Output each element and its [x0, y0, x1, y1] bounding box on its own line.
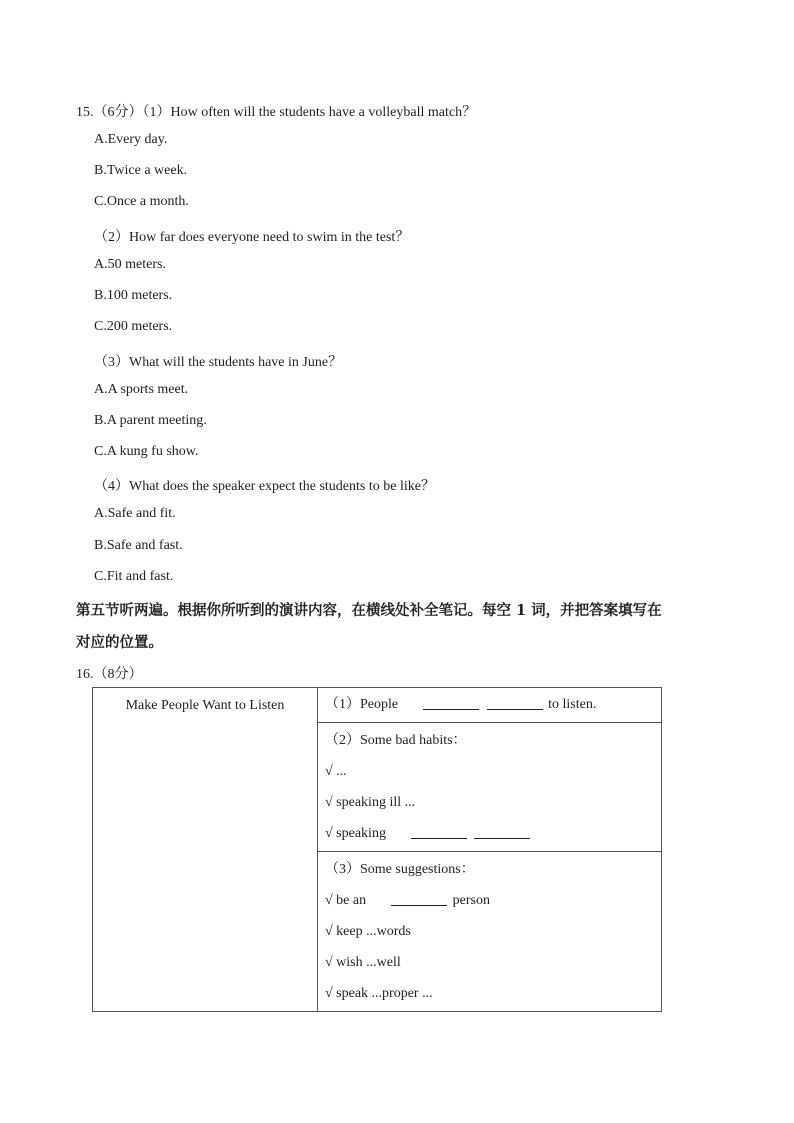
question-15-header: 15.（6分）（1）How often will the students have a volleyball match？ — [76, 105, 477, 120]
q15-option: C.Once a month. — [94, 194, 189, 209]
suggestion-item: √ wish ...well — [325, 955, 401, 970]
notes-row-1 — [318, 688, 662, 723]
notes-table — [92, 687, 662, 1012]
suggestion-item: √ keep ...words — [325, 924, 411, 939]
answer-blank-1[interactable] — [423, 708, 479, 710]
suggestion-item: √ speak ...proper ... — [325, 986, 433, 1001]
q15-option: B.Twice a week. — [94, 163, 188, 178]
q15-subquestion: （2）How far does everyone need to swim in the test？ — [94, 230, 410, 245]
q15-option: A.50 meters. — [94, 257, 166, 272]
q15-option: A.Every day. — [94, 132, 168, 147]
row1-suffix: to listen. — [548, 697, 597, 712]
suggestion-item-with-blank — [318, 885, 661, 916]
section5-instruction-line1: 第五节听两遍。根据你所听到的演讲内容，在横线处补全笔记。每空 1 词，并把答案填写在 — [76, 602, 662, 619]
answer-blank-5[interactable] — [391, 904, 447, 906]
q15-option: C.Fit and fast. — [94, 569, 174, 584]
answer-blank-3[interactable] — [411, 837, 467, 839]
notes-topic-title: Make People Want to Listen — [125, 698, 285, 713]
q15-option: A.A sports meet. — [94, 382, 189, 397]
q15-option: B.100 meters. — [94, 288, 173, 303]
section5-instruction-line2: 对应的位置。 — [76, 634, 163, 651]
suggestions-heading: （3）Some suggestions： — [325, 862, 475, 877]
bad-habit-item-with-blanks — [318, 818, 661, 849]
bad-habit-item: √ speaking ill ... — [325, 795, 416, 810]
bad-habit-item: √ ... — [325, 764, 347, 779]
q15-option: A.Safe and fit. — [94, 506, 176, 521]
q15-subquestion: （3）What will the students have in June？ — [94, 355, 343, 370]
q15-option: C.200 meters. — [94, 319, 173, 334]
q15-subquestion: （4）What does the speaker expect the students to be like？ — [94, 479, 435, 494]
bad-habit-prefix: √ speaking — [325, 826, 386, 841]
notes-topic-cell — [93, 688, 318, 1012]
answer-blank-2[interactable] — [487, 708, 543, 710]
suggestion-prefix: √ be an — [325, 893, 367, 908]
question-16-header: 16.（8分） — [76, 667, 143, 682]
q15-option: B.A parent meeting. — [94, 413, 207, 428]
suggestion-suffix: person — [452, 893, 490, 908]
bad-habits-heading: （2）Some bad habits： — [325, 733, 467, 748]
notes-row-2 — [318, 723, 662, 852]
answer-blank-4[interactable] — [474, 837, 530, 839]
q15-option: B.Safe and fast. — [94, 538, 183, 553]
q15-option: C.A kung fu show. — [94, 444, 199, 459]
notes-row-3 — [318, 852, 662, 1012]
row1-prefix: （1）People — [325, 697, 399, 712]
